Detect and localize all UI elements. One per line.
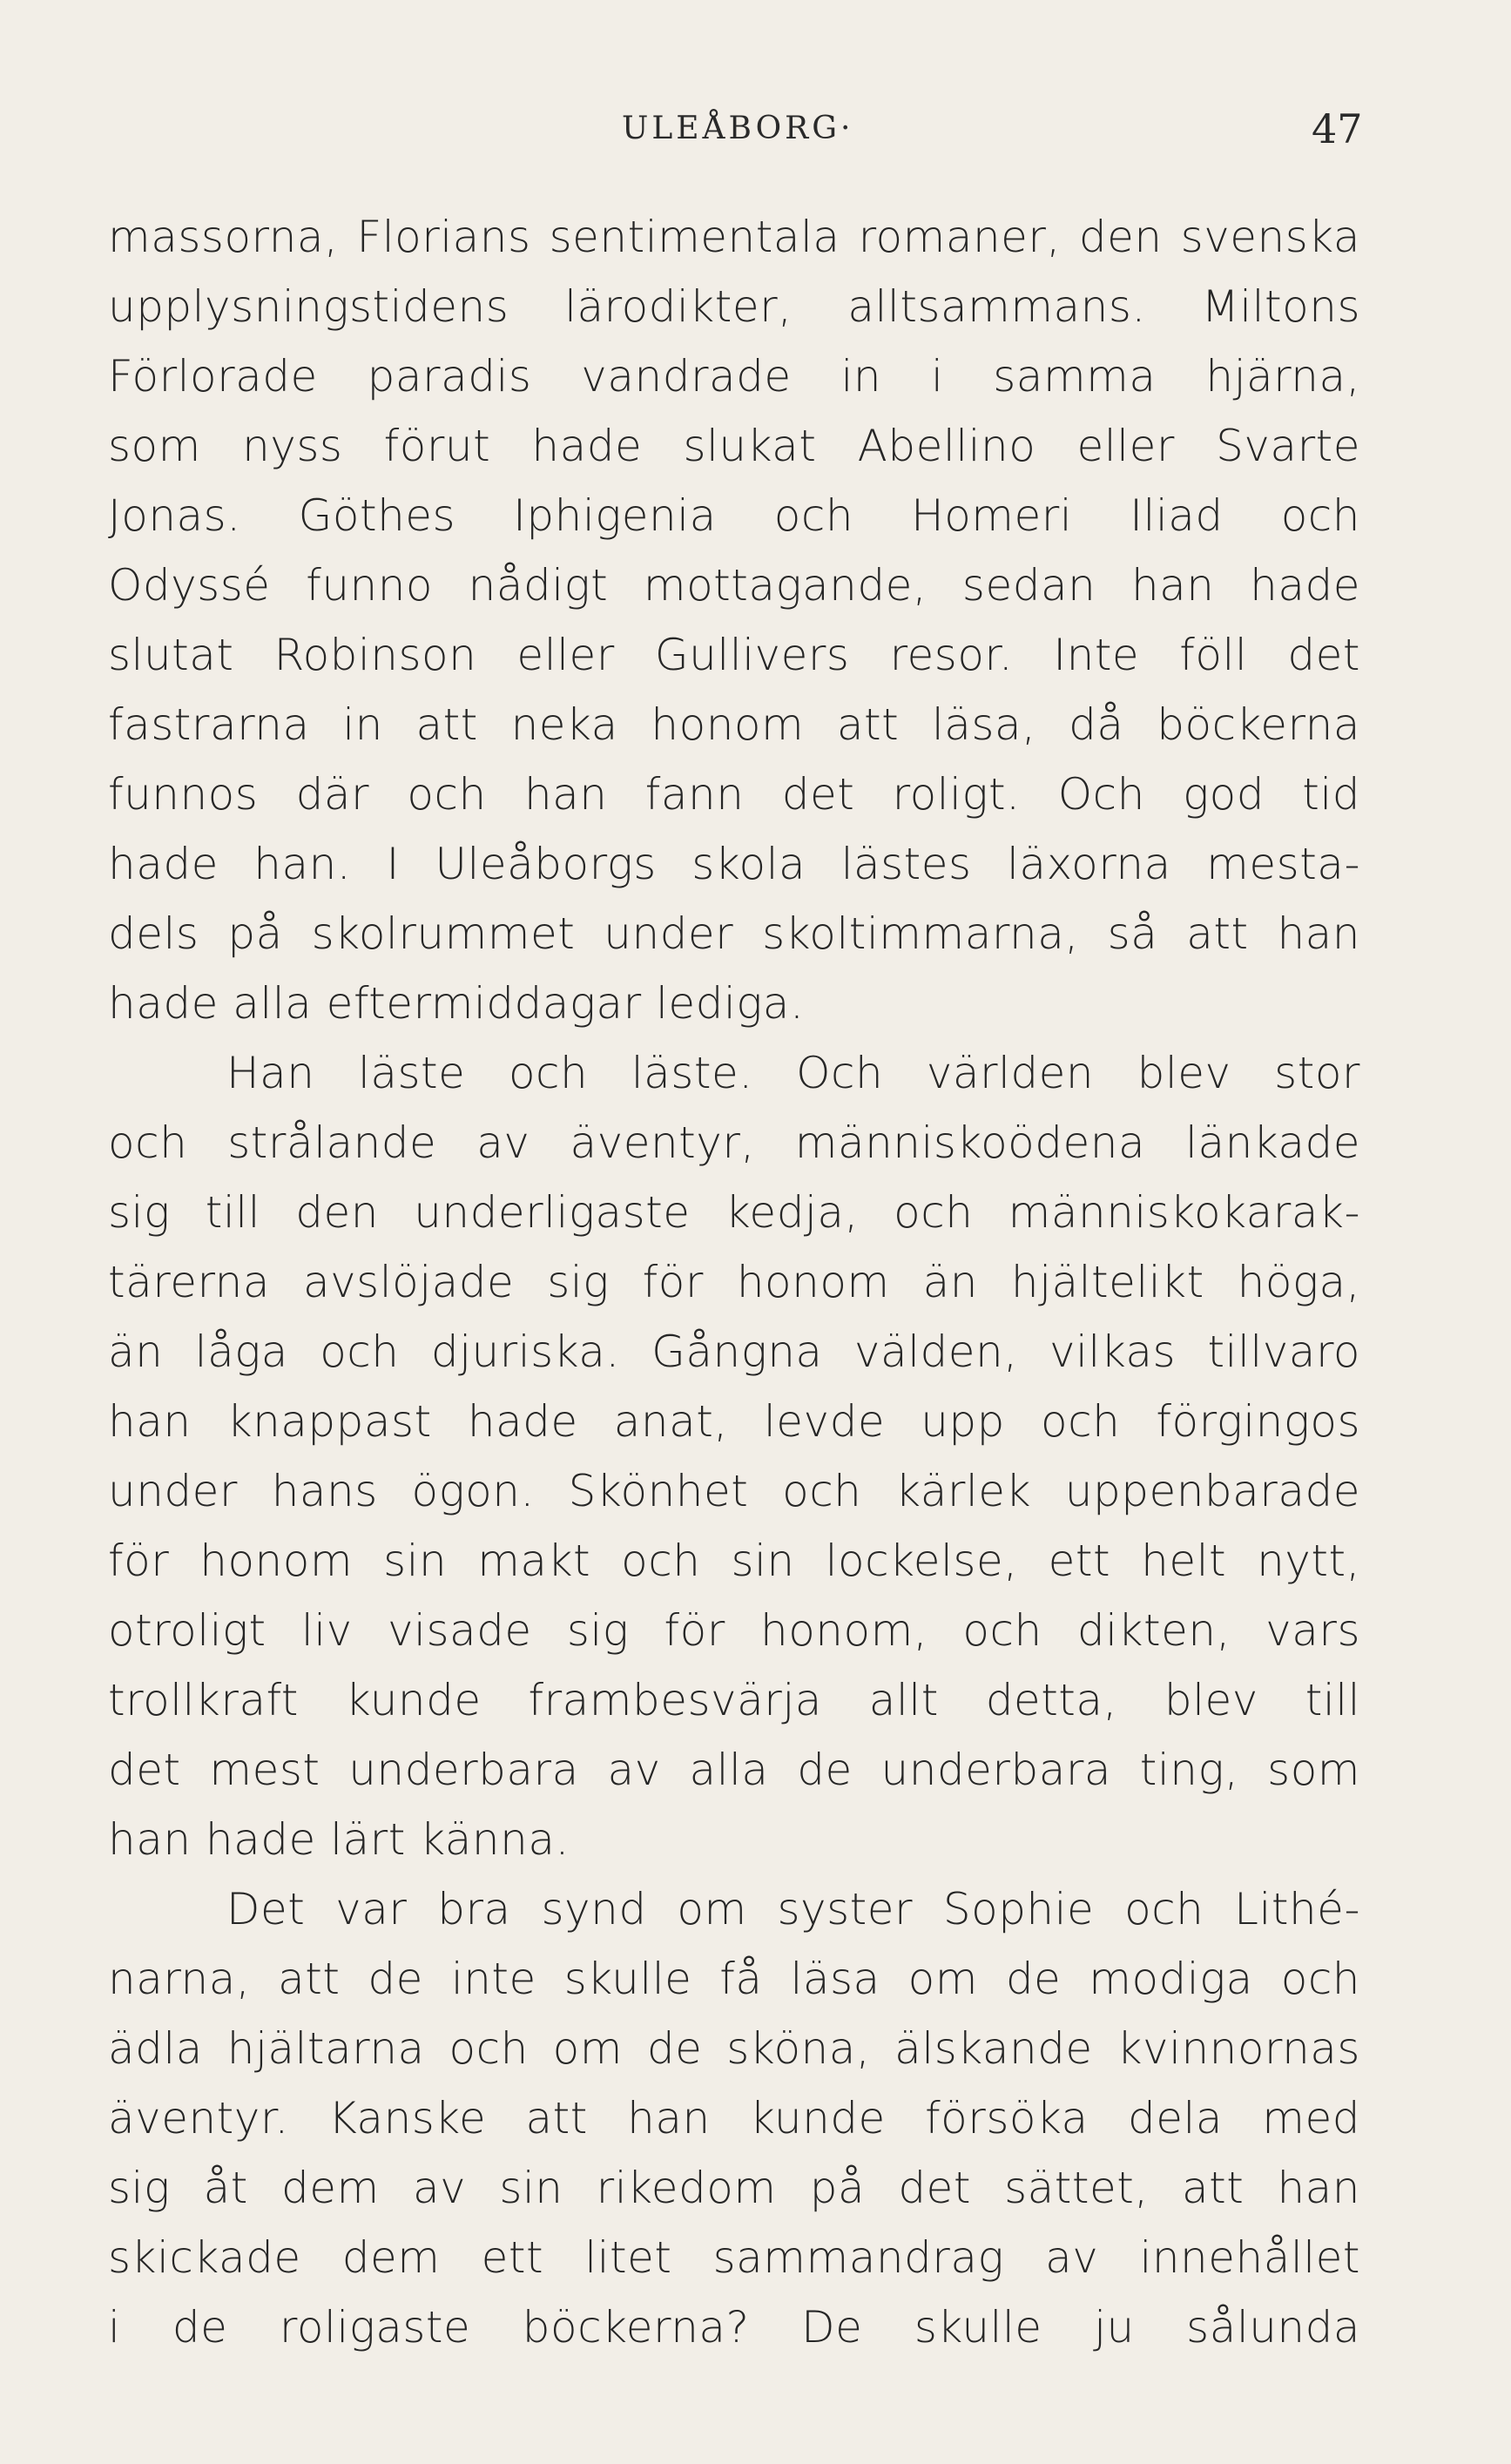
text-line: sig åt dem av sin rikedom på det sättet, att han bbox=[108, 2163, 1360, 2213]
text-line: tärerna avslöjade sig för honom än hjältelikt höga, bbox=[108, 1257, 1360, 1307]
text-line: upplysningstidens lärodikter, alltsammans. Miltons bbox=[108, 281, 1360, 332]
text-line: Odyssé funno nådigt mottagande, sedan han hade bbox=[108, 560, 1360, 611]
text-line: och strålande av äventyr, människoödena länkade bbox=[108, 1117, 1360, 1168]
text-line: otroligt liv visade sig för honom, och dikten, vars bbox=[108, 1605, 1360, 1656]
text-line: ädla hjältarna och om de sköna, älskande kvinnornas bbox=[108, 2023, 1360, 2074]
running-head bbox=[0, 103, 1511, 155]
text-line: under hans ögon. Skönhet och kärlek uppenbarade bbox=[108, 1466, 1360, 1516]
text-line: slutat Robinson eller Gullivers resor. Inte föll det bbox=[108, 630, 1360, 680]
text-line: narna, att de inte skulle få läsa om de modiga och bbox=[108, 1954, 1360, 2004]
text-line: massorna, Florians sentimentala romaner, den svenska bbox=[108, 212, 1360, 262]
text-line: Förlorade paradis vandrade in i samma hjärna, bbox=[108, 351, 1360, 402]
text-line: han knappast hade anat, levde upp och förgingos bbox=[108, 1396, 1360, 1447]
paragraph-start-line: Han läste och läste. Och världen blev stor bbox=[226, 1048, 1360, 1098]
text-line: äventyr. Kanske att han kunde försöka dela med bbox=[108, 2093, 1360, 2143]
paragraph-start-line: Det var bra synd om syster Sophie och Lithé- bbox=[226, 1884, 1360, 1934]
text-line: trollkraft kunde frambesvärja allt detta, blev till bbox=[108, 1675, 1360, 1725]
text-line: Jonas. Göthes Iphigenia och Homeri Iliad och bbox=[108, 490, 1360, 541]
text-line: fastrarna in att neka honom att läsa, då böckerna bbox=[108, 699, 1360, 750]
text-line: som nyss förut hade slukat Abellino eller Svarte bbox=[108, 421, 1360, 471]
text-line: skickade dem ett litet sammandrag av innehållet bbox=[108, 2232, 1360, 2283]
running-title: ULEÅBORG· bbox=[622, 111, 854, 146]
text-line: hade han. I Uleåborgs skola lästes läxorna mesta- bbox=[108, 839, 1360, 889]
paragraph-end-line: hade alla eftermiddagar lediga. bbox=[108, 978, 805, 1029]
paragraph-end-line: han hade lärt känna. bbox=[108, 1814, 570, 1865]
text-line: för honom sin makt och sin lockelse, ett helt nytt, bbox=[108, 1536, 1360, 1586]
text-line: dels på skolrummet under skoltimmarna, så att han bbox=[108, 908, 1360, 959]
page-number: 47 bbox=[1312, 105, 1363, 152]
text-line: funnos där och han fann det roligt. Och god tid bbox=[108, 769, 1360, 820]
text-line: det mest underbara av alla de underbara ting, som bbox=[108, 1745, 1360, 1795]
text-line: än låga och djuriska. Gångna välden, vilkas tillvaro bbox=[108, 1327, 1360, 1377]
text-line: sig till den underligaste kedja, och människokarak- bbox=[108, 1187, 1360, 1238]
body-text bbox=[108, 202, 1360, 2362]
text-line: i de roligaste böckerna? De skulle ju sålunda bbox=[108, 2302, 1360, 2353]
